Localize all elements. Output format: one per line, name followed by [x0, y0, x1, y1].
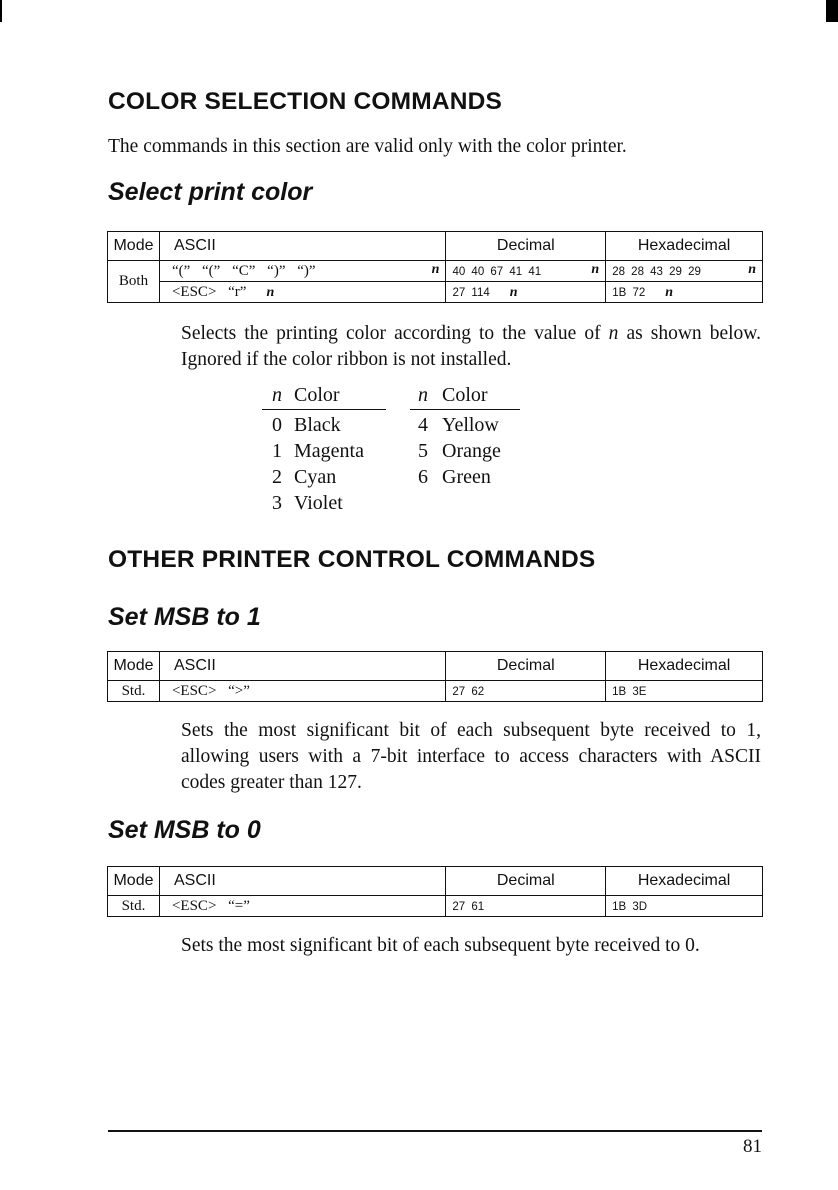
decimal-cell	[446, 282, 606, 303]
section-intro: The commands in this section are valid only with the color printer.	[108, 136, 627, 157]
decimal-cell	[446, 261, 606, 282]
hex-cell	[606, 282, 763, 303]
scan-corner-mark	[826, 0, 838, 22]
command-description-set-msb-1: Sets the most significant bit of each subsequent byte received to 1, allowing users with a 7-bit interface to access characters with ASCII codes greater than 127.	[181, 720, 761, 793]
color-table-left-column	[262, 384, 386, 516]
param-n: n	[591, 262, 600, 277]
color-name: Violet	[294, 492, 343, 514]
ascii-cell	[159, 681, 445, 702]
header-n: n	[418, 384, 428, 406]
decimal-sequence: 27 114	[452, 287, 490, 299]
color-name: Magenta	[294, 440, 364, 462]
color-name: Green	[442, 466, 491, 488]
hex-sequence: 1B 72	[612, 287, 646, 299]
col-header-hex: Hexadecimal	[606, 652, 763, 681]
col-header-mode: Mode	[108, 232, 160, 261]
color-name: Orange	[442, 440, 501, 462]
color-name: Yellow	[442, 414, 499, 436]
color-table-header	[262, 384, 386, 410]
color-name: Black	[294, 414, 341, 436]
footer-rule	[108, 1130, 762, 1132]
section-heading-color-selection: COLOR SELECTION COMMANDS	[108, 88, 503, 115]
ascii-sequence: <ESC> “r”	[171, 284, 247, 300]
ascii-sequence: “(” “(” “C” “)” “)”	[171, 263, 316, 279]
color-row	[410, 412, 520, 438]
scan-edge-mark	[0, 0, 2, 22]
col-header-ascii: ASCII	[159, 652, 445, 681]
color-table-right-column	[410, 384, 520, 490]
col-header-decimal: Decimal	[446, 232, 606, 261]
command-table-set-msb-1	[107, 651, 763, 702]
param-n: n	[748, 262, 756, 277]
color-row	[262, 438, 386, 464]
hex-sequence: 28 28 43 29 29	[612, 266, 701, 278]
hex-cell	[606, 896, 763, 917]
page-number: 81	[743, 1136, 762, 1157]
color-number: 2	[272, 466, 282, 488]
header-n: n	[272, 384, 282, 406]
col-header-hex: Hexadecimal	[606, 867, 763, 896]
command-table-set-msb-0	[107, 866, 763, 917]
command-table-select-print-color	[107, 231, 763, 303]
ascii-cell	[159, 282, 445, 303]
color-number: 0	[272, 414, 282, 436]
color-number: 1	[272, 440, 282, 462]
param-n: n	[665, 285, 674, 300]
color-row	[410, 464, 520, 490]
description-text: as shown below. Ignored if the color ribbon is not installed.	[181, 323, 761, 370]
mode-cell: Std.	[108, 896, 160, 917]
command-title-select-print-color: Select print color	[108, 178, 313, 206]
command-description-set-msb-0: Sets the most significant bit of each subsequent byte received to 0.	[181, 935, 700, 956]
param-n: n	[431, 262, 440, 277]
col-header-hex: Hexadecimal	[606, 232, 763, 261]
decimal-cell	[446, 681, 606, 702]
col-header-decimal: Decimal	[446, 652, 606, 681]
color-row	[262, 412, 386, 438]
color-number: 4	[418, 414, 428, 436]
header-color: Color	[442, 384, 488, 406]
mode-cell: Std.	[108, 681, 160, 702]
decimal-sequence: 27 61	[452, 901, 485, 913]
color-row	[410, 438, 520, 464]
hex-cell	[606, 681, 763, 702]
col-header-ascii: ASCII	[159, 232, 445, 261]
col-header-decimal: Decimal	[446, 867, 606, 896]
description-text: Selects the printing color according to the value of	[181, 323, 609, 344]
color-name: Cyan	[294, 466, 337, 488]
color-table-header	[410, 384, 520, 410]
col-header-ascii: ASCII	[159, 867, 445, 896]
color-number: 5	[418, 440, 428, 462]
command-description-select-print-color	[181, 321, 761, 373]
color-row	[262, 464, 386, 490]
command-title-set-msb-0: Set MSB to 0	[108, 816, 261, 844]
param-n: n	[509, 285, 518, 300]
decimal-sequence: 27 62	[452, 686, 485, 698]
param-n: n	[608, 323, 619, 344]
ascii-cell	[159, 261, 445, 282]
section-heading-other-printer-control: OTHER PRINTER CONTROL COMMANDS	[108, 546, 596, 573]
header-color: Color	[294, 384, 340, 406]
col-header-mode: Mode	[108, 867, 160, 896]
command-title-set-msb-1: Set MSB to 1	[108, 603, 261, 631]
ascii-cell	[159, 896, 445, 917]
color-number: 6	[418, 466, 428, 488]
col-header-mode: Mode	[108, 652, 160, 681]
hex-sequence: 1B 3D	[612, 901, 648, 913]
color-number: 3	[272, 492, 282, 514]
color-row	[262, 490, 386, 516]
decimal-cell	[446, 896, 606, 917]
hex-cell	[606, 261, 763, 282]
ascii-sequence: <ESC> “=”	[171, 898, 250, 914]
ascii-sequence: <ESC> “>”	[171, 683, 250, 699]
mode-cell: Both	[108, 261, 160, 303]
param-n: n	[266, 285, 275, 300]
decimal-sequence: 40 40 67 41 41	[452, 266, 542, 278]
hex-sequence: 1B 3E	[612, 686, 647, 698]
